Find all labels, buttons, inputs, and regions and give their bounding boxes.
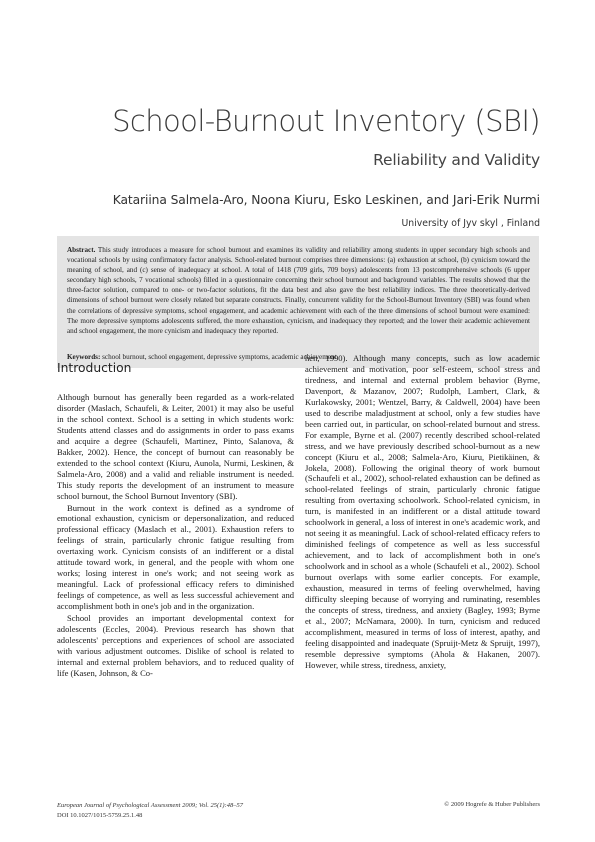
body-paragraph: Although burnout has generally been regarded as a work-related disorder (Maslach, Schaufeli, & Leiter, 2001) it may also be useful in the school context. School is a setting in which students work: Students attend classes and do assignments in order to pass exams and acquire a degree (Schaufeli, Martinez, Pinto, Salanova, & Bakker, 2002). Hence, the concept of burnout can reasonably be extended to the school context (Kiuru, Aunola, Nurmi, Leskinen, & Salmela-Aro, 2008) and a valid and reliable instrument is needed. This study reports the development of an instrument to measure school burnout, the School Burnout Inventory (SBI). <box>57 392 294 501</box>
doi: DOI 10.1027/1015-5759.25.1.48 <box>57 812 143 819</box>
article-subtitle: Reliability and Validity <box>373 151 540 169</box>
body-column-right <box>305 353 540 671</box>
keywords-label: Keywords: <box>67 353 101 361</box>
affiliation: University of Jyv skyl , Finland <box>401 218 540 229</box>
body-paragraph: Burnout in the work context is defined as a syndrome of emotional exhaustion, cynicism or depersonalization, and reduced professional efficacy (Maslach et al., 2001). Exhaustion refers to feelings of strain, particularly chronic fatigue resulting from overtaxing work. Cynicism consists of an indifferent or a distal attitude toward work, in general, and the people with whom one works; losing interest in one's work; and not seeing work as meaningful. Lack of professional efficacy refers to diminished feelings of competence, as well as less successful achievement and accomplishment both in one's job and in the organization. <box>57 502 294 612</box>
section-heading-introduction: Introduction <box>57 361 132 375</box>
copyright: © 2009 Hogrefe & Huber Publishers <box>444 801 540 808</box>
keywords-list: school burnout, school engagement, depressive symptoms, academic achievement <box>102 353 337 361</box>
journal-reference: European Journal of Psychological Assessment 2009; Vol. 25(1):48–57 <box>57 802 243 809</box>
body-paragraph: hen, 1990). Although many concepts, such as low academic achievement and motivation, poor self-esteem, school stress and tiredness, and internal and external problem behavior (Byrne, Davenport, & Mazanov, 2007; Rudolph, Lambert, Clark, & Kurlakowsky, 2001; Wentzel, Barry, & Caldwell, 2004) have been used to describe maladjustment at school, only a few studies have been carried out, in particular, on school-related burnout and stress. For example, Byrne et al. (2007) recently described school-related stress, and we have previously described school-burnout as a new concept (Kiuru et al., 2008; Salmela-Aro, Kiuru, Pietikäinen, & Jokela, 2008). Following the original theory of work burnout (Schaufeli et al., 2002), school-related exhaustion can be defined as school-related feelings of strain, particularly chronic fatigue resulting from overtaxing schoolwork. School-related cynicism, in turn, is manifested in an indifferent or a distal attitude toward schoolwork in general, a loss of interest in one's academic work, and not seeing it as meaningful. Lack of school-related efficacy refers to diminished feelings of competence as well as less successful achievement, and to lack of accomplishment both in one's schoolwork and in school as a whole (Schaufeli et al., 2002). School burnout overlaps with some earlier concepts. For example, exhaustion, measured in terms of feeling overwhelmed, having difficulty sleeping because of worrying and ruminating, resembles the concepts of stress, tiredness, and anxiety (Bagley, 1993; Byrne et al., 2007; McNamara, 2000). In turn, cynicism and reduced accomplishment, measured in terms of loss of interest, apathy, and feeling disappointed and inadequate (Spruijt-Metz & Spruijt, 1997), resemble depressive symptoms (Ahola & Hakanen, 2007). However, while stress, tiredness, anxiety, <box>305 353 540 670</box>
article-title: School-Burnout Inventory (SBI) <box>112 104 540 138</box>
body-column-left <box>57 392 294 679</box>
body-paragraph: School provides an important developmental context for adolescents (Eccles, 2004). Previous research has shown that adolescents' perceptions and experiences of school are associated with various adjustment outcomes. Dislike of school is related to internal and external problem behaviors, and to reduced quality of life (Kasen, Johnson, & Co- <box>57 613 294 678</box>
abstract-body: This study introduces a measure for school burnout and examines its validity and reliability among students in upper secondary high schools and vocational schools by using confirmatory factor analysis. School-related burnout comprises three dimensions: (a) exhaustion at school, (b) cynicism toward the meaning of school, and (c) sense of inadequacy at school. A total of 1418 (709 girls, 709 boys) adolescents from 13 postcomprehensive schools (6 upper secondary high schools, 7 vocational schools) filled in a questionnaire concerning their school burnout and background variables. The results showed that the three-factor solution, compared to one- or two-factor solutions, fit the data best and also gave the best reliability indices. The three theoretically-derived dimensions of school burnout were closely related but separate constructs. Finally, concurrent validity for the School-Burnout Inventory (SBI) was found when the correlations of depressive symptoms, school engagement, and academic achievement with each of the three dimensions of school burnout were examined: The more depressive symptoms adolescents suffered, the more exhaustion, cynicism, and inadequacy they reported; and the lower their academic achievement and school engagement, the more cynicism and inadequacy they reported. <box>67 246 530 335</box>
author-list: Katariina Salmela-Aro, Noona Kiuru, Esko Leskinen, and Jari-Erik Nurmi <box>112 193 540 207</box>
abstract-label: Abstract. <box>67 246 96 254</box>
footer-citation <box>57 801 243 821</box>
abstract-text <box>67 245 530 336</box>
